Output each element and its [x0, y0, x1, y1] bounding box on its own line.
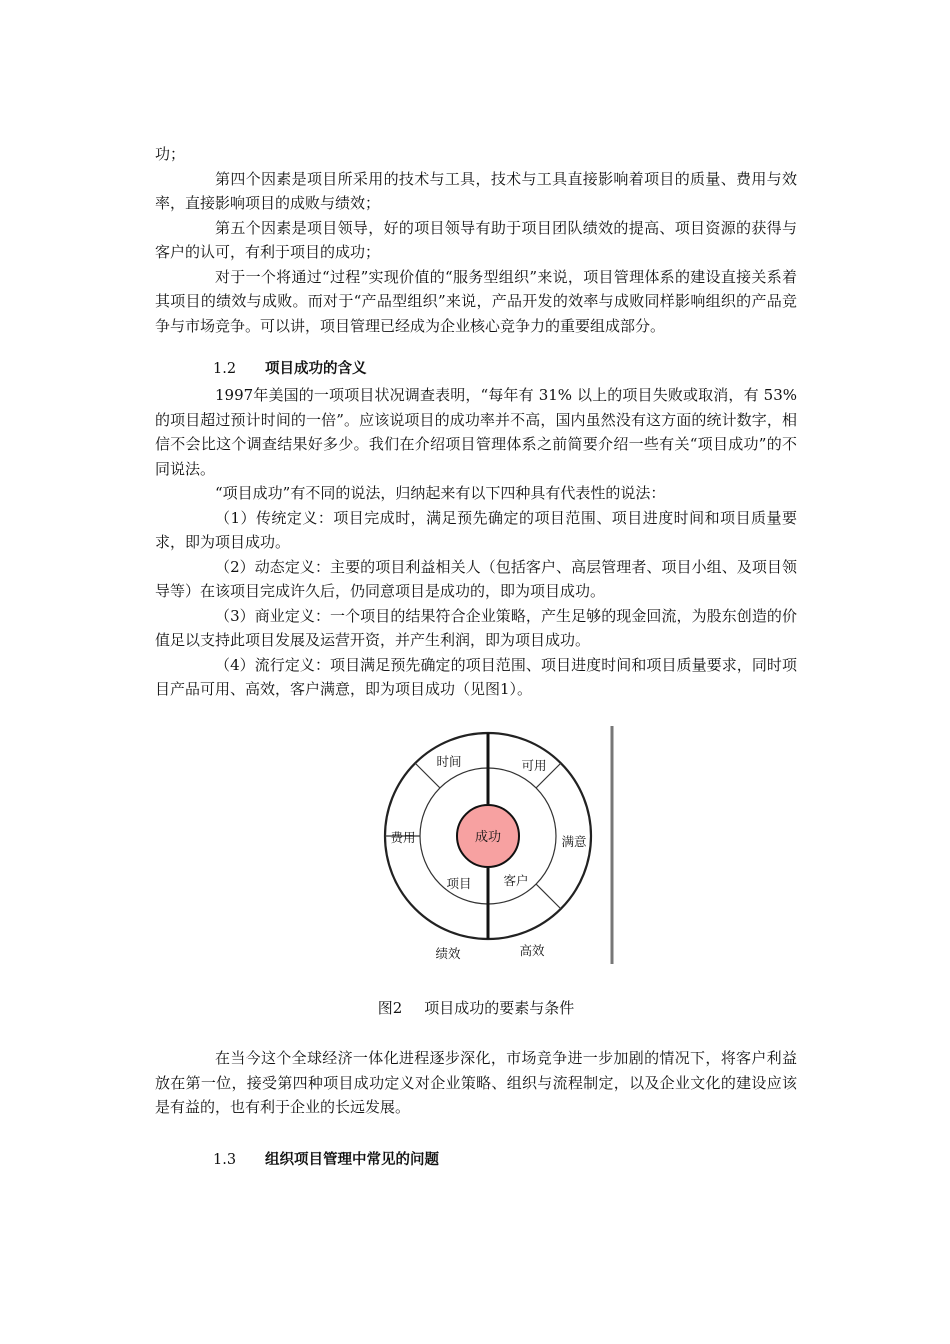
section-heading-1-3: [155, 1148, 797, 1172]
figure-caption-number: 图2: [377, 998, 403, 1017]
section-number: 1.3: [213, 1151, 237, 1168]
figure-caption: [155, 996, 797, 1021]
figure-caption-text: 项目成功的要素与条件: [424, 998, 575, 1017]
section-heading-1-2: [155, 357, 797, 381]
label-performance: 绩效: [435, 945, 461, 961]
paragraph-definition-traditional: （1）传统定义：项目完成时，满足预先确定的项目范围、项目进度时间和项目质量要求，即为项目成功。: [155, 508, 797, 551]
label-cost: 费用: [390, 829, 416, 845]
paragraph-factor-four: 第四个因素是项目所采用的技术与工具，技术与工具直接影响着项目的质量、费用与效率，直接影响项目的成败与绩效；: [155, 169, 797, 212]
section-number: 1.2: [213, 361, 237, 377]
paragraph-survey: 1997年美国的一项项目状况调查表明，“每年有 31% 以上的项目失败或取消，有 53% 的项目超过预计时间的一倍”。应该说项目的成功率并不高，国内虽然没有这方面的统计数字，相信不会比这个调查结果好多少。我们在介绍项目管理体系之前简要介绍一些有关“项目成功”的不同说法。: [155, 386, 797, 478]
document-body: [155, 142, 797, 1172]
label-time: 时间: [436, 753, 462, 769]
radial-line-bottom-right: [536, 884, 561, 909]
paragraph-customer-first: 在当今这个全球经济一体化进程逐步深化，市场竞争进一步加剧的情况下，将客户利益放在第一位，接受第四种项目成功定义对企业策略、组织与流程制定，以及企业文化的建设应该是有益的，也有利于企业的长远发展。: [155, 1049, 797, 1116]
label-efficiency: 高效: [519, 942, 545, 958]
paragraph-organization-types: 对于一个将通过“过程”实现价值的“服务型组织”来说，项目管理体系的建设直接关系着其项目的绩效与成败。而对于“产品型组织”来说，产品开发的效率与成败同样影响组织的产品竞争与市场竞争。可以讲，项目管理已经成为企业核心竞争力的重要组成部分。: [155, 267, 797, 335]
paragraph-definition-business: （3）商业定义：一个项目的结果符合企业策略，产生足够的现金回流，为股东创造的价值足以支持此项目发展及运营开资，并产生利润，即为项目成功。: [155, 606, 797, 649]
paragraph-definition-dynamic: （2）动态定义：主要的项目利益相关人（包括客户、高层管理者、项目小组、及项目领导等）在该项目完成许久后，仍同意项目是成功的，即为项目成功。: [155, 557, 797, 600]
paragraph-definitions-intro: “项目成功”有不同的说法，归纳起来有以下四种具有代表性的说法：: [215, 484, 666, 502]
label-usable: 可用: [521, 757, 547, 773]
paragraph-factor-five: 第五个因素是项目领导，好的项目领导有助于项目团队绩效的提高、项目资源的获得与客户的认可，有利于项目的成功；: [155, 218, 797, 261]
success-diagram-svg: [155, 720, 797, 970]
section-title: 组织项目管理中常见的问题: [265, 1151, 439, 1168]
label-customer: 客户: [503, 872, 529, 888]
section-title: 项目成功的含义: [265, 361, 367, 377]
label-project: 项目: [446, 875, 472, 891]
label-satisfaction: 满意: [561, 833, 587, 849]
success-diagram: [155, 720, 797, 970]
paragraph-continuation: 功；: [155, 145, 186, 163]
paragraph-definition-popular: （4）流行定义：项目满足预先确定的项目范围、项目进度时间和项目质量要求，同时项目产品可用、高效，客户满意，即为项目成功（见图1）。: [155, 655, 797, 698]
center-label: 成功: [474, 829, 502, 845]
